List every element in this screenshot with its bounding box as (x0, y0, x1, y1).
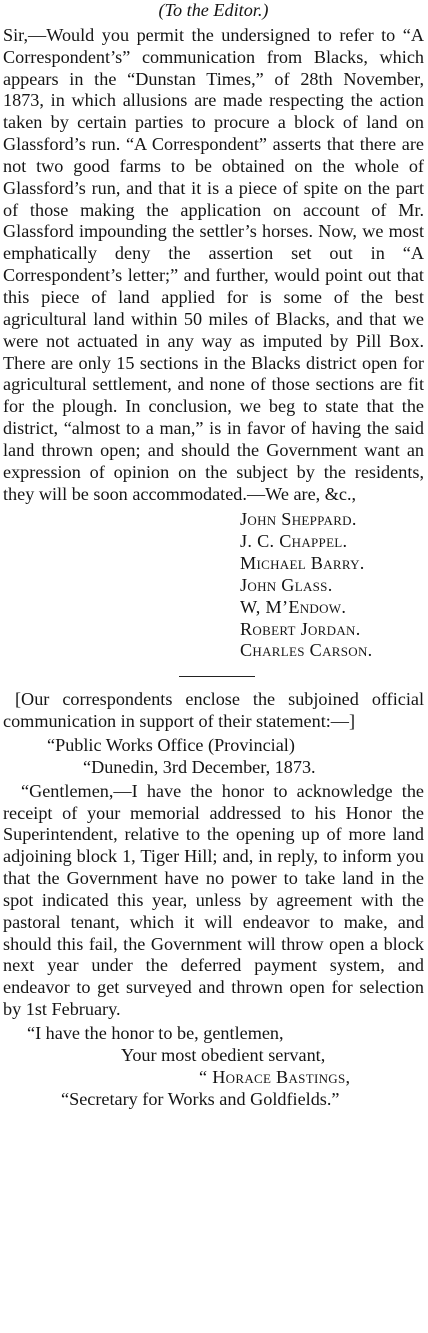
signatory: J. C. Chappel. (240, 531, 348, 552)
signatory-list (3, 509, 424, 662)
signatory: Charles Carson. (240, 640, 373, 661)
signatory: John Sheppard. (240, 509, 357, 530)
enclosure-signer (3, 1067, 424, 1089)
enclosure-valediction: Your most obedient servant, (121, 1044, 326, 1065)
enclosure-place-date: “Dunedin, 3rd December, 1873. (83, 756, 316, 777)
signatory: Michael Barry. (240, 553, 365, 574)
signatory: Robert Jordan. (240, 618, 361, 639)
section-divider (179, 676, 255, 677)
letter-heading: (To the Editor.) (158, 0, 269, 20)
letter-body: Sir,—Would you permit the undersigned to refer to “A Correspondent’s” communication from Blacks, which appears in the “Dunstan Times,” of 28th November, 1873, in which allusions are made respecting the action taken by certain parties to procure a block of land on Glassford’s run. “A Correspondent” asserts that there are not two good farms to be obtained on the whole of Glassford’s run, and that it is a piece of spite on the part of those making the application on account of Mr. Glassford impounding the settler’s horses. Now, we most emphatically deny the assertion set out in “A Correspondent’s letter;” and further, would point out that this piece of land applied for is some of the best agricultural land within 50 miles of Blacks, and that we were not actuated in any way as imputed by Pill Box. There are only 15 sections in the Blacks district open for agricultural settlement, and none of those sections are fit for the plough. In conclusion, we beg to state that the district, “almost to a man,” is in favor of having the said land thrown open; and should the Government want an expression of opinion on the subject by the residents, they will be soon accommodated.—We are, &c., (3, 24, 424, 504)
enclosure-body: “Gentlemen,—I have the honor to acknowledge the receipt of your memorial addressed to his Honor the Superintendent, relative to the opening up of more land adjoining block 1, Tiger Hill; and, in reply, to inform you that the Government have no power to take land in the spot indicated this year, unless by agreement with the pastoral tenant, which it will endeavor to make, and should this fail, the Government will throw open a block next year under the deferred payment system, and endeavor to get surveyed and thrown open for selection by 1st February. (3, 780, 424, 1020)
enclosure-closing: “I have the honor to be, gentlemen, (27, 1022, 284, 1043)
enclosure-signer-title: “Secretary for Works and Goldfields.” (61, 1088, 340, 1109)
signatory: John Glass. (240, 574, 333, 595)
editor-note: [Our correspondents enclose the subjoined official communication in support of their statement:—] (3, 689, 424, 732)
signatory: W, M’Endow. (240, 596, 347, 617)
enclosure-office: “Public Works Office (Provincial) (47, 735, 295, 755)
enclosure-signer-name: “ Horace Bastings, (199, 1066, 351, 1087)
